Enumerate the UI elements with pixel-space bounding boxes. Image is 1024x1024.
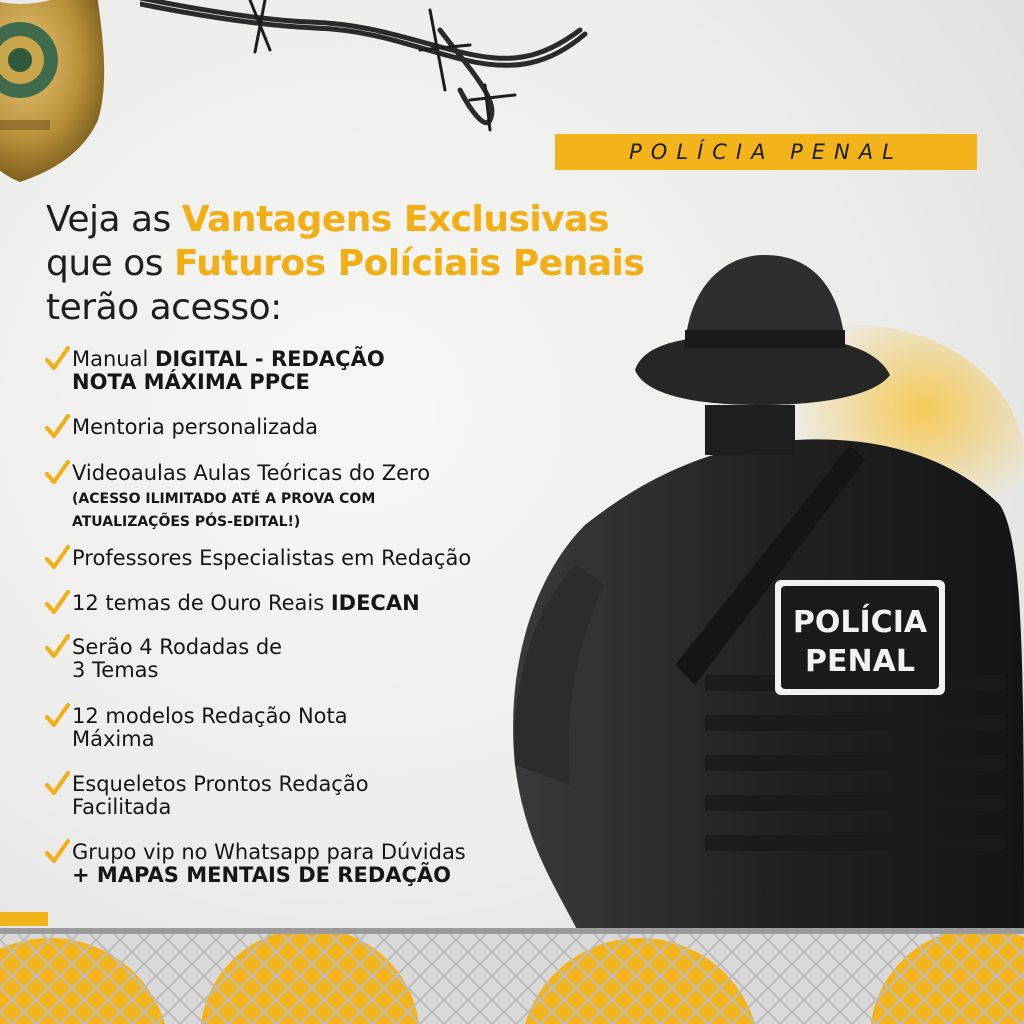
check-icon [44,590,70,616]
benefit-text-bold: IDECAN [330,591,420,615]
check-icon [44,634,70,660]
benefit-text [72,462,430,531]
benefit-text [72,773,369,819]
headline-text: que os [46,243,174,284]
benefit-text [72,348,385,394]
headline-line-3 [46,286,282,330]
benefit-text [72,592,420,615]
benefit-text-part: Grupo vip no Whatsapp para Dúvidas [72,840,466,864]
police-badge-icon [0,0,110,185]
benefit-text-bold: - REDAÇÃO [247,347,385,371]
check-icon [44,346,70,372]
benefit-text-part: Videoaulas Aulas Teóricas do Zero [72,461,431,485]
benefit-text-bold: DIGITAL [155,347,248,371]
headline-accent: Futuros Políciais Penais [173,243,645,284]
benefit-note: ATUALIZAÇÕES PÓS-EDITAL!) [72,514,301,530]
check-icon [44,545,70,571]
benefit-text [72,841,466,887]
benefit-text-part: Máxima [72,727,155,751]
benefit-text-part: Esqueletos Prontos Redação [72,772,369,796]
vest-patch-line-1: POLÍCIA [792,605,928,640]
benefit-note: (ACESSO ILIMITADO ATÉ A PROVA COM [72,491,376,507]
police-officer-image [495,245,1024,945]
headline-line-1 [46,198,609,242]
benefit-text: Mentoria personalizada [72,415,319,439]
headline-text: Veja as [46,199,182,240]
check-icon [44,703,70,729]
accent-strip [0,912,48,926]
benefit-text-part: 3 Temas [72,658,159,682]
benefit-text-bold: + MAPAS MENTAIS DE REDAÇÃO [72,863,452,887]
benefit-text: Professores Especialistas em Redação [72,546,472,570]
banner-title: POLÍCIA PENAL [629,140,903,164]
vest-patch-line-2: PENAL [805,644,915,679]
check-icon [44,771,70,797]
benefit-text-part: Manual [72,347,155,371]
benefit-text-part: Facilitada [72,795,172,819]
benefit-text [72,705,348,751]
barbed-wire-icon [140,0,600,140]
benefit-text-part: Serão 4 Rodadas de [72,635,283,659]
check-icon [44,460,70,486]
benefit-text-part: 12 temas de Ouro Reais [72,591,331,615]
benefit-text-bold: NOTA MÁXIMA PPCE [72,370,310,394]
banner [555,134,977,170]
check-icon [44,839,70,865]
headline-text: terão acesso: [46,287,282,328]
chain-link-fence [0,928,1024,1024]
benefit-text [72,636,282,682]
headline-accent: Vantagens Exclusivas [181,199,609,240]
benefit-text-part: 12 modelos Redação Nota [72,704,348,728]
check-icon [44,414,70,440]
